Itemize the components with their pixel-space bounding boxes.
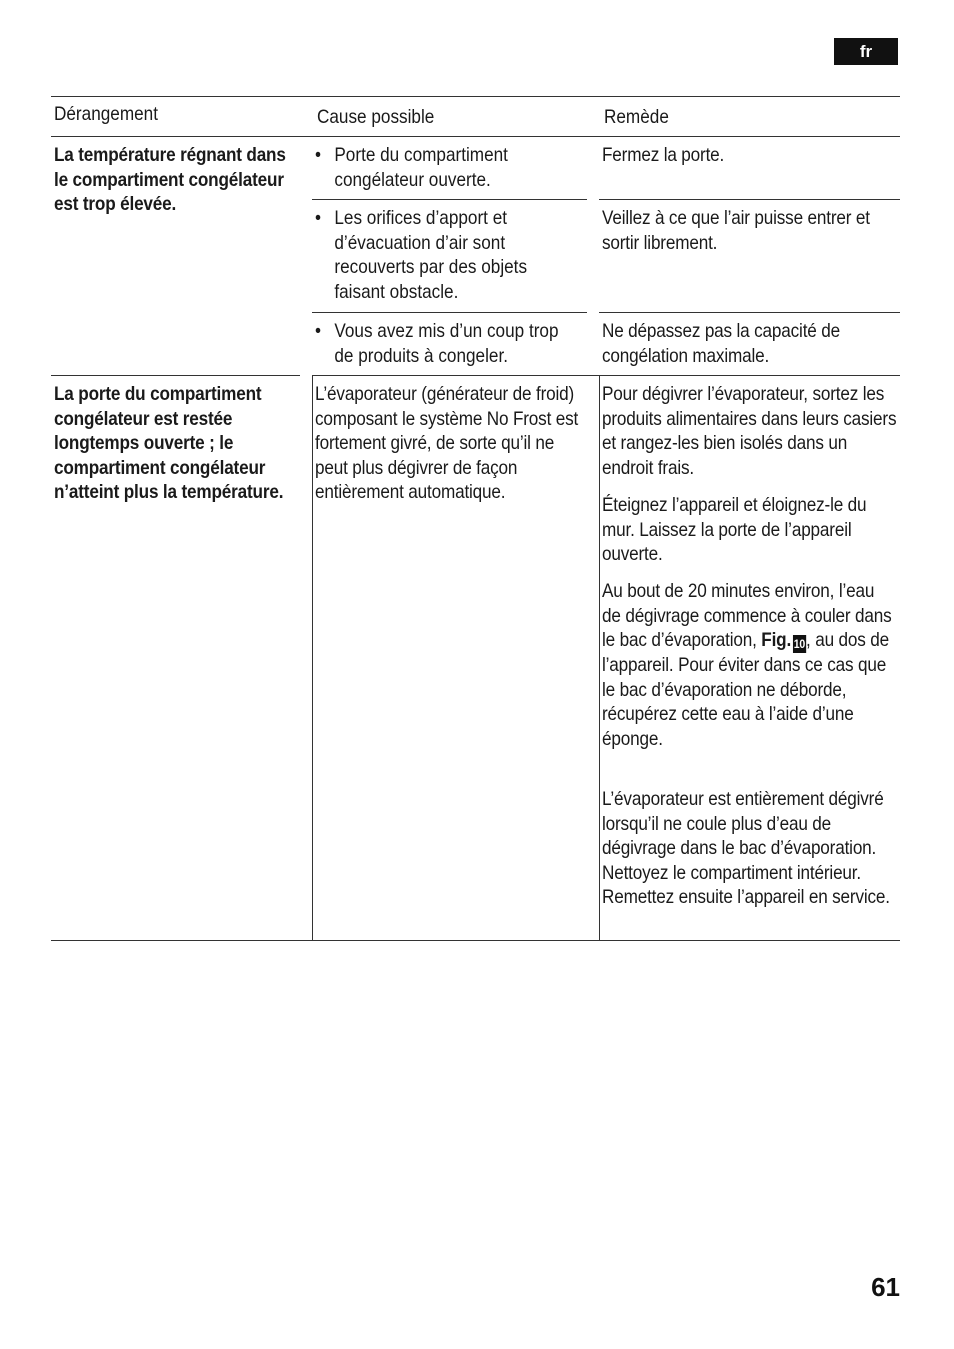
header-cause: Cause possible	[317, 106, 435, 128]
language-badge: fr	[834, 38, 898, 65]
column-divider-2	[599, 375, 600, 940]
row-rule	[312, 375, 900, 376]
table-top-rule	[51, 96, 900, 97]
header-remede: Remède	[604, 106, 669, 128]
page-number: 61	[871, 1272, 900, 1302]
cause-1a-text: Porte du compartiment congélateur ouverte.	[334, 144, 508, 191]
remedy-rule-2	[599, 312, 900, 313]
cause-rule-1	[312, 199, 587, 200]
header-rule	[51, 136, 900, 137]
remedy-rule-1	[599, 199, 900, 200]
column-divider-1	[312, 375, 313, 940]
problem-2: La porte du compartiment congélateur est restée longtemps ouverte ; le compartiment congélateur n’atteint plus la température.	[54, 383, 284, 503]
table-bottom-rule	[51, 940, 900, 941]
bullet-icon: •	[315, 144, 322, 166]
bullet-icon: •	[315, 207, 322, 229]
remedy-2-p4: L’évaporateur est entièrement dégivré lorsqu’il ne coule plus d’eau de dégivrage dans le bac d’évaporation. Nettoyez le compartiment intérieur. Remettez ensuite l’appareil en service.	[602, 788, 890, 908]
problem-rule	[51, 375, 300, 376]
remedy-2-p1: Pour dégivrer l’évaporateur, sortez les produits alimentaires dans leurs casiers et rangez-les bien isolés dans un endroit frais.	[602, 383, 897, 479]
bullet-icon: •	[315, 320, 322, 342]
remedy-1b: Veillez à ce que l’air puisse entrer et sortir librement.	[602, 207, 870, 254]
cause-rule-2	[312, 312, 587, 313]
cause-1b-text: Les orifices d’apport et d’évacuation d’air sont recouverts par des objets faisant obstacle.	[334, 207, 528, 303]
cause-1c-text: Vous avez mis d’un coup trop de produits à congeler.	[334, 320, 559, 367]
fig-label: Fig.	[761, 629, 792, 651]
figure-number-icon: 10	[793, 637, 806, 651]
header-derangement: Dérangement	[54, 103, 158, 125]
remedy-1a: Fermez la porte.	[602, 144, 725, 166]
remedy-2-p3-before: Au bout de 20 minutes environ, l’eau de dégivrage commence à couler dans le bac d’évaporation,	[602, 580, 892, 651]
problem-1: La température régnant dans le compartiment congélateur est trop élevée.	[54, 144, 286, 215]
cause-2: L’évaporateur (générateur de froid) composant le système No Frost est fortement givré, de sorte qu’il ne peut plus dégivrer de façon entièrement automatique.	[315, 383, 579, 503]
remedy-2-p2: Éteignez l’appareil et éloignez-le du mur. Laissez la porte de l’appareil ouverte.	[602, 494, 867, 565]
remedy-2-p3-after: , au dos de l’appareil. Pour éviter dans ce cas que le bac d’évaporation ne déborde, récupérez cette eau à l’aide d’une éponge.	[602, 629, 890, 750]
remedy-1c: Ne dépassez pas la capacité de congélation maximale.	[602, 320, 840, 367]
remedy-2-p3	[602, 579, 897, 751]
